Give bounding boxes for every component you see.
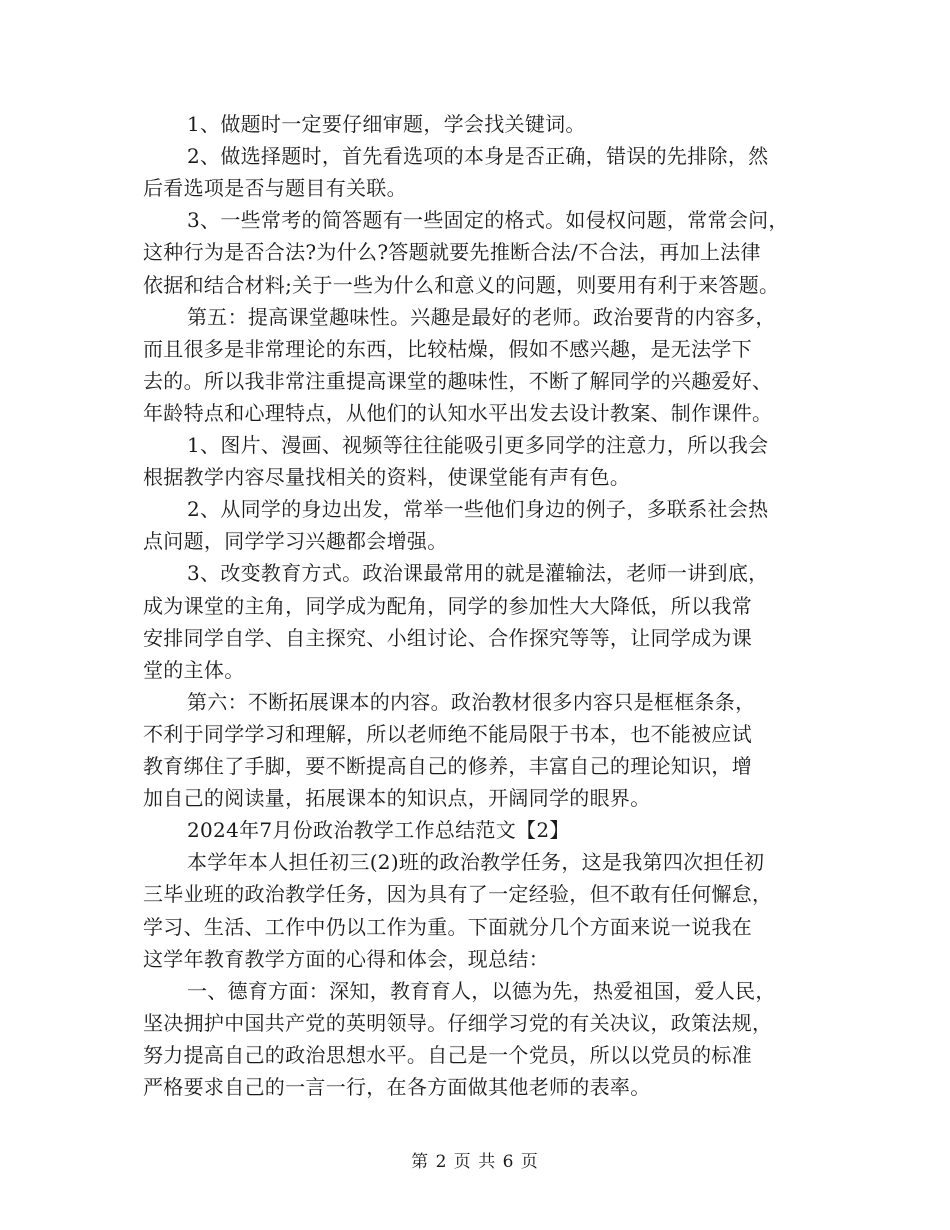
text-line: 点问题，同学学习兴趣都会增强。 <box>143 529 448 553</box>
text-line: 去的。所以我非常注重提高课堂的趣味性，不断了解同学的兴趣爱好、 <box>143 369 773 393</box>
text-line: 根据教学内容尽量找相关的资料，使课堂能有声有色。 <box>143 465 631 489</box>
text-line: 1、做题时一定要仔细审题，学会找关键词。 <box>187 112 586 136</box>
text-line: 第五：提高课堂趣味性。兴趣是最好的老师。政治要背的内容多， <box>187 305 776 329</box>
text-line: 依据和结合材料;关于一些为什么和意义的问题，则要用有利于来答题。 <box>143 273 780 297</box>
text-line: 2、从同学的身边出发，常举一些他们身边的例子，多联系社会热 <box>187 497 769 521</box>
text-line: 2024年7月份政治教学工作总结范文【2】 <box>187 818 570 842</box>
text-line: 一、德育方面：深知，教育育人，以德为先，热爱祖国，爱人民， <box>187 979 776 1003</box>
text-line: 年龄特点和心理特点，从他们的认知水平出发去设计教案、制作课件。 <box>143 401 773 425</box>
text-line: 后看选项是否与题目有关联。 <box>143 176 407 200</box>
text-line: 2、做选择题时，首先看选项的本身是否正确，错误的先排除，然 <box>187 144 769 168</box>
page-number-footer: 第 2 页 共 6 页 <box>411 1152 539 1172</box>
text-line: 而且很多是非常理论的东西，比较枯燥，假如不感兴趣，是无法学下 <box>143 337 752 361</box>
text-line: 成为课堂的主角，同学成为配角，同学的参加性大大降低，所以我常 <box>143 594 752 618</box>
text-line: 不利于同学学习和理解，所以老师绝不能局限于书本，也不能被应试 <box>143 722 752 746</box>
text-line: 三毕业班的政治教学任务，因为具有了一定经验，但不敢有任何懈怠， <box>143 882 773 906</box>
text-line: 这种行为是否合法?为什么?答题就要先推断合法/不合法，再加上法律 <box>143 240 761 264</box>
text-line: 教育绑住了手脚，要不断提高自己的修养，丰富自己的理论知识，增 <box>143 754 752 778</box>
text-line: 安排同学自学、自主探究、小组讨论、合作探究等等，让同学成为课 <box>143 626 752 650</box>
text-line: 严格要求自己的一言一行，在各方面做其他老师的表率。 <box>143 1075 651 1099</box>
text-line: 这学年教育教学方面的心得和体会，现总结： <box>143 947 549 971</box>
text-line: 坚决拥护中国共产党的英明领导。仔细学习党的有关决议，政策法规， <box>143 1011 773 1035</box>
text-line: 第六：不断拓展课本的内容。政治教材很多内容只是框框条条， <box>187 690 756 714</box>
text-line: 1、图片、漫画、视频等往往能吸引更多同学的注意力，所以我会 <box>187 433 769 457</box>
text-line: 本学年本人担任初三(2)班的政治教学任务，这是我第四次担任初 <box>187 850 765 874</box>
text-line: 努力提高自己的政治思想水平。自己是一个党员，所以以党员的标准 <box>143 1043 752 1067</box>
text-line: 堂的主体。 <box>143 658 245 682</box>
text-line: 加自己的阅读量，拓展课本的知识点，开阔同学的眼界。 <box>143 786 651 810</box>
text-line: 3、一些常考的简答题有一些固定的格式。如侵权问题，常常会问， <box>187 208 789 232</box>
text-line: 3、改变教育方式。政治课最常用的就是灌输法，老师一讲到底， <box>187 561 769 585</box>
text-line: 学习、生活、工作中仍以工作为重。下面就分几个方面来说一说我在 <box>143 915 752 939</box>
